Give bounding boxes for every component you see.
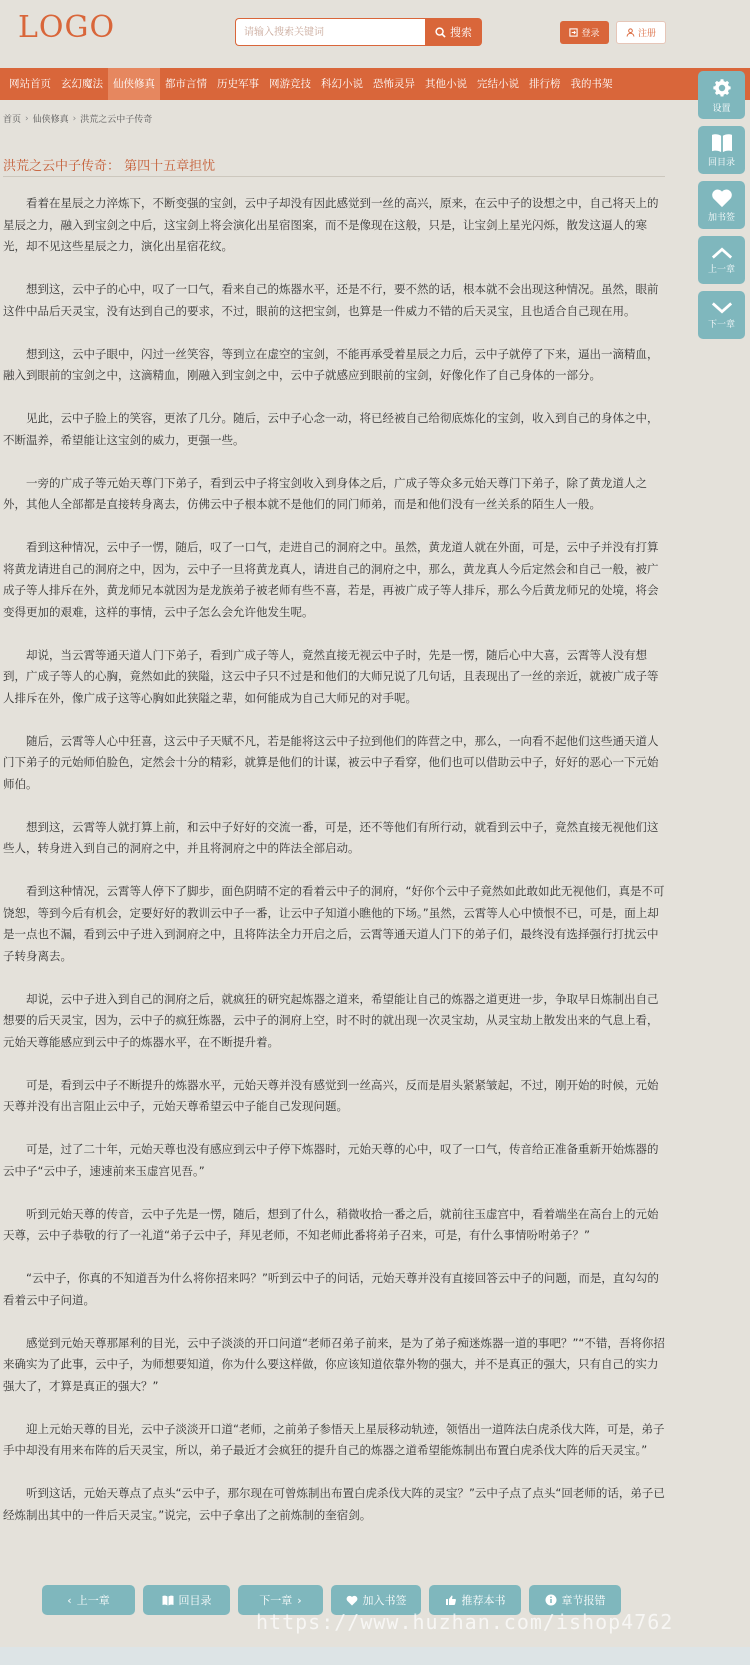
breadcrumb-home[interactable]: 首页 <box>3 115 22 125</box>
toc-side-button[interactable] <box>698 126 745 174</box>
nav-item-other[interactable]: 其他小说 <box>425 78 467 90</box>
nav-item-history[interactable]: 历史军事 <box>217 78 259 90</box>
nav-item-gaming[interactable]: 网游竞技 <box>269 78 311 90</box>
toc-label: 回目录 <box>178 1594 212 1607</box>
user-icon <box>626 28 635 37</box>
main-nav <box>0 68 750 100</box>
nav-item-urban[interactable]: 都市言情 <box>165 78 207 90</box>
report-error-label: 章节报错 <box>561 1594 606 1607</box>
register-label: 注册 <box>637 29 656 39</box>
paragraph: 一旁的广成子等元始天尊门下弟子，看到云中子将宝剑收入到身体之后，广成子等众多元始天尊门下弟子，除了黄龙道人之外，其他人全部都是直接转身离去，仿佛云中子根本就不是他们的同门师弟，而是和他们没有一丝关系的陌生人一般。 <box>3 475 647 511</box>
nav-item-ranking[interactable]: 排行榜 <box>529 78 561 90</box>
paragraph: 却说，当云霄等通天道人门下弟子，看到广成子等人，竟然直接无视云中子时，先是一愣，随后心中大喜，云霄等人没有想到，广成子等人的心胸，竟然如此的狭隘，这云中子只不过是和他们的大师兄说了几句话，且表现出了一丝的亲近，就被广成子等人排斥在外，像广成子这等心胸如此狭隘之辈，如何能成为自己大师兄的对手呢。 <box>3 647 659 705</box>
search-button[interactable] <box>425 18 482 46</box>
paragraph: 想到这，云中子眼中，闪过一丝笑容，等到立在虚空的宝剑，不能再承受着星辰之力后，云中子就停了下来，逼出一滴精血，融入到眼前的宝剑之中，这滴精血，刚融入到宝剑之中，云中子就感应到眼前的宝剑，好像化作了自己身体的一部分。 <box>3 346 659 382</box>
paragraph: “云中子，你真的不知道吾为什么将你招来吗？”听到云中子的问话，元始天尊并没有直接回答云中子的问题，而是，直勾勾的看着云中子问道。 <box>3 1271 659 1307</box>
nav-item-fantasy[interactable]: 玄幻魔法 <box>61 78 103 90</box>
settings-label: 设置 <box>712 103 731 114</box>
paragraph: 看到这种情况，云霄等人停下了脚步，面色阴晴不定的看着云中子的洞府，“好你个云中子竟然如此敢如此无视他们，真是不可饶恕，等到今后有机会，定要好好的教训云中子一番，让云中子知道小瞧他的下场。”虽然，云霄等人心中愤恨不已，可是，面上却是一点也不漏，看到云中子进入到洞府之中，且将阵法全力开启之后，云霄等通天道人门下的弟子们，最终没有选择强行打扰云中子转身离去。 <box>3 884 665 963</box>
heart-icon <box>346 1595 358 1606</box>
search-button-label: 搜索 <box>450 26 472 39</box>
title-divider <box>3 176 665 177</box>
bookmark-side-button[interactable] <box>698 181 745 229</box>
login-label: 登录 <box>581 29 600 39</box>
info-icon <box>545 1594 557 1606</box>
next-chapter-side-button[interactable] <box>698 291 745 339</box>
paragraph: 看到这种情况，云中子一愣，随后，叹了一口气，走进自己的洞府之中。虽然，黄龙道人就在外面，可是，云中子并没有打算将黄龙请进自己的洞府之中，因为，云中子一旦将黄龙真人，请进自己的洞府之中，那么，黄龙真人今后定然会和自己一般，被广成子等人排斥在外，黄龙师兄本就因为是龙族弟子被老师有些不喜，若是，再被广成子等人排斥，那么今后黄龙师兄的处境，将会变得更加的艰难，这样的事情，云中子怎么会允许他发生呢。 <box>3 540 659 619</box>
nav-item-home[interactable]: 网站首页 <box>9 78 51 90</box>
heart-icon <box>711 188 733 208</box>
paragraph: 看着在星辰之力淬炼下，不断变强的宝剑，云中子却没有因此感觉到一丝的高兴，原来，在云中子的设想之中，自己将天上的星辰之力，融入到宝剑之中后，这宝剑上将会演化出星宿图案，而不是像现在这般，只是，让宝剑上星光闪烁，散发这逼人的寒光，却不见这些星辰之力，演化出星宿花纹。 <box>3 196 659 253</box>
paragraph: 想到这，云中子的心中，叹了一口气，看来自己的炼器水平，还是不行，要不然的话，根本就不会出现这种情况。虽然，眼前这件中品后天灵宝，没有达到自己的要求，不过，眼前的这把宝剑，也算是一件威力不错的后天灵宝，且也适合自己现在用。 <box>3 282 659 318</box>
chevron-left-icon: ‹ <box>67 1593 72 1607</box>
breadcrumb-book[interactable]: 洪荒之云中子传奇 <box>80 115 153 125</box>
login-icon <box>569 28 578 37</box>
prev-chapter-side-button[interactable] <box>698 236 745 284</box>
chapter-title: 洪荒之云中子传奇： 第四十五章担忧 <box>3 159 216 174</box>
breadcrumb-category[interactable]: 仙侠修真 <box>32 115 69 125</box>
login-button[interactable] <box>560 21 609 44</box>
paragraph: 听到元始天尊的传音，云中子先是一愣，随后，想到了什么，稍微收拾一番之后，就前往玉虚宫中，看着端坐在高台上的元始天尊，云中子恭敬的行了一礼道“弟子云中子，拜见老师，不知老师此番将弟子召来，可是，有什么事情吩咐弟子？” <box>3 1206 659 1242</box>
nav-item-horror[interactable]: 恐怖灵异 <box>373 78 415 90</box>
nav-item-scifi[interactable]: 科幻小说 <box>321 78 363 90</box>
prev-chapter-side-label: 上一章 <box>707 264 735 275</box>
search-icon <box>435 27 446 38</box>
paragraph: 见此，云中子脸上的笑容，更浓了几分。随后，云中子心念一动，将已经被自己给彻底炼化的宝剑，收入到自己的身体之中，不断温养，希望能让这宝剑的威力，更强一些。 <box>3 411 659 447</box>
breadcrumb <box>3 112 152 125</box>
prev-chapter-label: 上一章 <box>76 1594 110 1607</box>
settings-button[interactable] <box>698 71 745 119</box>
nav-item-completed[interactable]: 完结小说 <box>477 78 519 90</box>
logo[interactable]: LOGO <box>18 10 116 45</box>
toc-side-label: 回目录 <box>707 157 735 168</box>
book-icon <box>162 1595 174 1606</box>
register-button[interactable] <box>616 21 666 44</box>
footer <box>0 1647 750 1665</box>
recommend-label: 推荐本书 <box>461 1594 506 1607</box>
paragraph: 听到这话，元始天尊点了点头“云中子，那尔现在可曾炼制出布置白虎杀伐大阵的灵宝？”云中子点了点头“回老师的话，弟子已经炼制出其中的一件后天灵宝。”说完，云中子拿出了之前炼制的奎宿剑。 <box>3 1486 665 1522</box>
search-input[interactable] <box>235 18 425 46</box>
paragraph: 却说，云中子进入到自己的洞府之后，就疯狂的研究起炼器之道来，希望能让自己的炼器之道更进一步，争取早日炼制出自己想要的后天灵宝，因为，云中子的疯狂炼器，云中子的洞府上空，时不时的就出现一次灵宝劫，从灵宝劫上散发出来的气息上看，元始天尊能感应到云中子的炼器水平，在不断提升着。 <box>3 991 659 1049</box>
watermark: https://www.huzhan.com/ishop4762 <box>256 1610 674 1634</box>
paragraph: 迎上元始天尊的目光，云中子淡淡开口道“老师，之前弟子参悟天上星辰移动轨迹，领悟出一道阵法白虎杀伐大阵，可是，弟子手中却没有用来布阵的后天灵宝，所以，弟子最近才会疯狂的提升自己的炼器之道希望能炼制出布置白虎杀伐大阵的后天灵宝。” <box>3 1421 665 1457</box>
add-bookmark-label: 加入书签 <box>362 1594 407 1607</box>
chevron-up-icon <box>711 246 733 260</box>
book-icon <box>711 133 733 153</box>
next-chapter-label: 下一章 <box>259 1594 293 1607</box>
chevron-down-icon <box>711 301 733 315</box>
prev-chapter-button[interactable] <box>42 1585 135 1615</box>
chapter-content <box>3 193 665 1548</box>
search-bar <box>235 18 482 46</box>
next-chapter-side-label: 下一章 <box>707 319 735 330</box>
bookmark-side-label: 加书签 <box>707 212 735 223</box>
thumbs-up-icon <box>445 1594 457 1606</box>
chevron-right-icon: › <box>297 1593 302 1607</box>
paragraph: 感觉到元始天尊那犀利的目光，云中子淡淡的开口问道“老师召弟子前来，是为了弟子痴迷炼器一道的事吧？”“不错，吾将你招来确实为了此事，云中子，为师想要知道，你为什么要这样做，你应该知道依靠外物的强大，并不是真正的强大，只有自己的实力强大了，才算是真正的强大？” <box>3 1335 665 1393</box>
header <box>0 0 750 68</box>
chevron-right-icon: › <box>25 113 29 124</box>
nav-item-bookshelf[interactable]: 我的书架 <box>570 78 613 90</box>
paragraph: 可是，看到云中子不断提升的炼器水平，元始天尊并没有感觉到一丝高兴，反而是眉头紧紧皱起，不过，刚开始的时候，元始天尊并没有出言阻止云中子，元始天尊希望云中子能自己发现问题。 <box>3 1077 659 1113</box>
chevron-right-icon: › <box>72 113 77 124</box>
paragraph: 随后，云霄等人心中狂喜，这云中子天赋不凡，若是能将这云中子拉到他们的阵营之中，那么，一向看不起他们这些通天道人门下弟子的元始师伯脸色，定然会十分的精彩，就算是他们的计谋，被云中子看穿，他们也可以借助云中子，好好的恶心一下元始师伯。 <box>3 733 659 791</box>
toc-button[interactable] <box>143 1585 230 1615</box>
gear-icon <box>711 77 733 99</box>
side-toolbar <box>698 71 745 346</box>
paragraph: 想到这，云霄等人就打算上前，和云中子好好的交流一番，可是，还不等他们有所行动，就看到云中子，竟然直接无视他们这些人，转身进入到自己的洞府之中，并且将洞府之中的阵法全部启动。 <box>3 819 659 855</box>
paragraph: 可是，过了二十年，元始天尊也没有感应到云中子停下炼器时，元始天尊的心中，叹了一口气，传音给正准备重新开始炼器的云中子“云中子，速速前来玉虚宫见吾。” <box>3 1142 659 1178</box>
nav-item-xianxia[interactable]: 仙侠修真 <box>108 68 160 100</box>
